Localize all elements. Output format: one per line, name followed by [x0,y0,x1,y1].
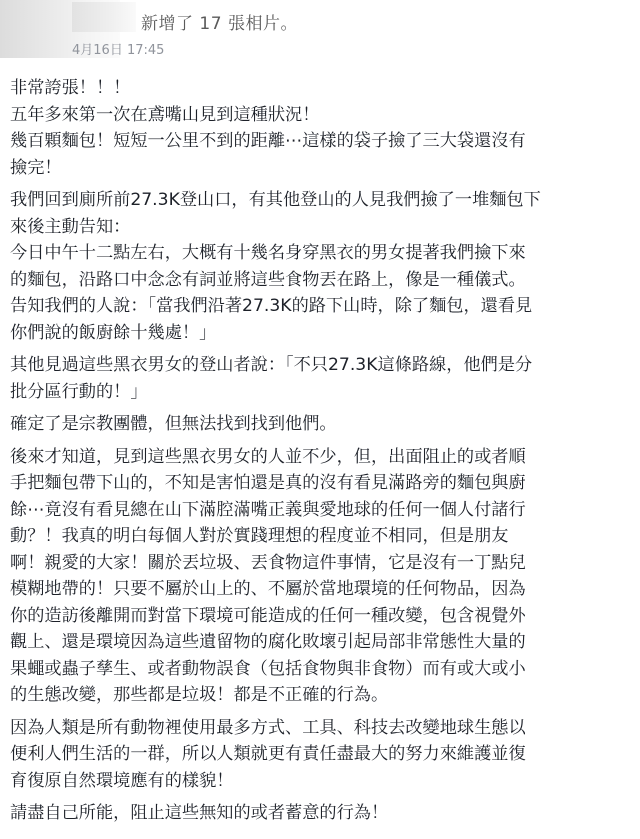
post-text-line: 確定了是宗教團體，但無法找到找到他們。 [10,414,337,434]
post-text-line: 五年多來第一次在鳶嘴山見到這種狀況！ [10,104,320,125]
post-text-line: 果蠅或蟲子孳生、或者動物誤食（包括食物與非食物）而有或大或小 [10,658,526,679]
post-text-line: 非常誇張！！！ [10,78,131,98]
post-text-line: 動？！我真的明白每個人對於實踐理想的程度並不相同，但是朋友 [10,526,509,546]
post-text-line: 我們回到廁所前27.3K登山口，有其他登山的人見我們撿了一堆麵包下 [10,190,541,210]
post-text-line: 餘⋯竟沒有看見總在山下滿腔滿嘴正義與愛地球的任何一個人付諸行 [10,499,526,520]
post-text-line: 因為人類是所有動物裡使用最多方式、工具、科技去改變地球生態以 [10,717,526,738]
post-text-line: 你的造訪後離開而對當下環境可能造成的任何一種改變，包含視覺外 [10,605,526,626]
post-paragraph [10,800,634,827]
post-text-line: 你們說的飯廚餘十幾處！」 [10,322,217,343]
post-text-line: 模糊地帶的！只要不屬於山上的、不屬於當地環境的任何物品，因為 [10,579,526,599]
post-text-line: 後來才知道，見到這些黑衣男女的人並不少，但，出面阻止的或者順 [10,446,526,467]
post-text-line: 撿完！ [10,157,62,178]
post-text-line: 啊！親愛的大家！關於丟垃圾、丟食物這件事情，它是沒有一丁點兒 [10,552,526,573]
post-text-line: 請盡自己所能，阻止這些無知的或者蓄意的行為！ [10,803,389,823]
post-body [10,75,634,833]
post-timestamp[interactable]: 4月16日 17:45 [72,43,165,58]
post-text-line: 今日中午十二點左右，大概有十幾名身穿黑衣的男女提著我們撿下來 [10,243,526,263]
post-activity-text: 新增了 17 張相片。 [141,14,298,34]
post-text-line: 手把麵包帶下山的，不知是害怕還是真的沒有看見滿路旁的麵包與廚 [10,473,526,493]
post-paragraph [10,411,634,438]
post-paragraph [10,187,634,346]
post-text-line: 來後主動告知： [10,216,131,237]
post-paragraph [10,444,634,709]
post-text-line: 的生態改變，那些都是垃圾！都是不正確的行為。 [10,685,389,705]
post-text-line: 幾百顆麵包！短短一公里不到的距離⋯這樣的袋子撿了三大袋還沒有 [10,131,526,151]
post-text-line: 育復原自然環境應有的樣貌！ [10,770,234,791]
author-name-redacted[interactable] [72,2,136,32]
post-text-line: 觀上、還是環境因為這些遺留物的腐化敗壞引起局部非常態性大量的 [10,632,526,652]
post-text-line: 其他見過這些黑衣男女的登山者說：「不只27.3K這條路線，他們是分 [10,355,533,375]
post-paragraph [10,75,634,181]
post-text-line: 告知我們的人說：「當我們沿著27.3K的路下山時，除了麵包，還看見 [10,296,533,316]
post-text-line: 的麵包，沿路口中念念有詞並將這些食物丟在路上，像是一種儀式。 [10,269,526,290]
post-paragraph [10,715,634,795]
post-paragraph [10,352,634,405]
post-header [0,0,640,62]
post-text-line: 便利人們生活的一群，所以人類就更有責任盡最大的努力來維護並復 [10,744,526,764]
post-text-line: 批分區行動的！」 [10,381,148,402]
